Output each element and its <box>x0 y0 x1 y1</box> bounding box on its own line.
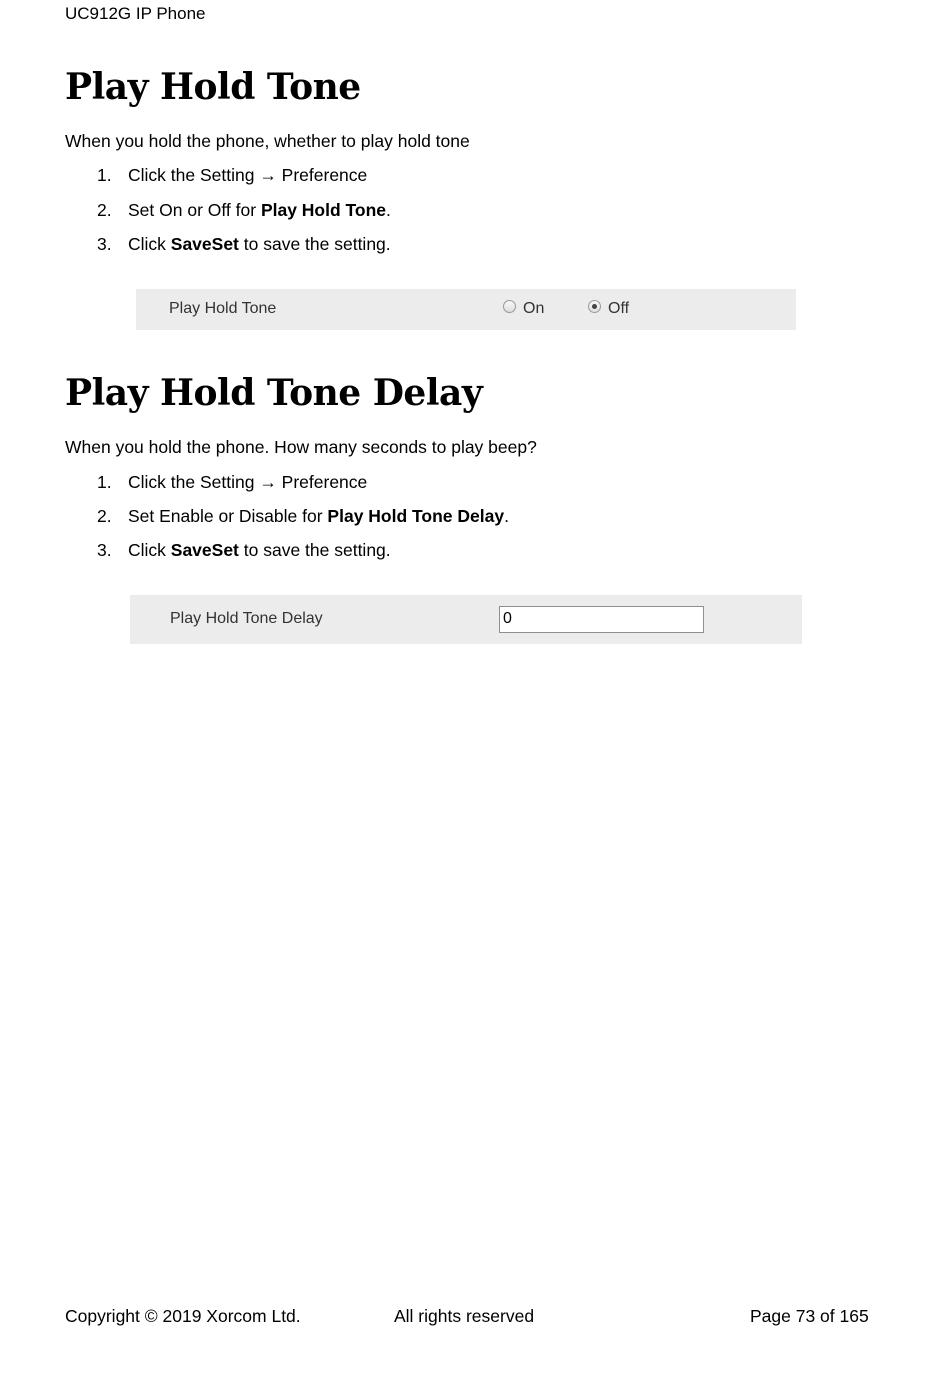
delay-input[interactable]: 0 <box>499 606 704 633</box>
step-item <box>97 200 391 221</box>
step-bold-text: Play Hold Tone Delay <box>327 506 505 526</box>
document-header: UC912G IP Phone <box>65 4 206 23</box>
section-intro: When you hold the phone, whether to play hold tone <box>65 131 470 151</box>
play-hold-tone-delay-setting-panel <box>130 595 802 644</box>
step-text: Click <box>128 234 171 254</box>
step-text: Click <box>128 540 171 560</box>
step-text: . <box>504 506 509 526</box>
radio-off[interactable] <box>588 300 601 313</box>
play-hold-tone-setting-panel <box>136 289 796 330</box>
arrow-right-icon: → <box>259 472 277 492</box>
setting-label: Play Hold Tone Delay <box>170 610 323 627</box>
step-item <box>97 472 367 493</box>
step-number: 2. <box>97 200 112 220</box>
arrow-right-icon: → <box>259 165 277 185</box>
step-text: Set On or Off for <box>128 200 261 220</box>
step-number: 1. <box>97 472 112 492</box>
step-text: Preference <box>276 472 368 492</box>
step-text: Click the Setting <box>128 165 260 185</box>
step-number: 1. <box>97 165 112 185</box>
step-text: Set Enable or Disable for <box>128 506 328 526</box>
step-item <box>97 165 367 186</box>
radio-on[interactable] <box>503 300 516 313</box>
footer-copyright: Copyright © 2019 Xorcom Ltd. <box>65 1306 301 1326</box>
step-number: 3. <box>97 234 112 254</box>
radio-on-label[interactable]: On <box>523 300 545 317</box>
step-text: Preference <box>276 165 368 185</box>
step-bold-text: SaveSet <box>170 540 239 560</box>
section-heading-play-hold-tone-delay: Play Hold Tone Delay <box>65 372 483 414</box>
step-number: 3. <box>97 540 112 560</box>
step-item <box>97 234 391 255</box>
step-text: . <box>386 200 391 220</box>
radio-off-label[interactable]: Off <box>608 300 630 317</box>
step-text: to save the setting. <box>238 234 391 254</box>
section-intro: When you hold the phone. How many seconds to play beep? <box>65 437 537 457</box>
section-heading-play-hold-tone: Play Hold Tone <box>65 66 361 108</box>
footer-rights: All rights reserved <box>394 1306 535 1326</box>
step-bold-text: SaveSet <box>170 234 239 254</box>
step-bold-text: Play Hold Tone <box>260 200 387 220</box>
step-item <box>97 506 509 527</box>
setting-label: Play Hold Tone <box>169 300 277 317</box>
step-item <box>97 540 391 561</box>
step-text: Click the Setting <box>128 472 260 492</box>
step-text: to save the setting. <box>238 540 391 560</box>
step-number: 2. <box>97 506 112 526</box>
footer-page-number: Page 73 of 165 <box>750 1306 869 1326</box>
